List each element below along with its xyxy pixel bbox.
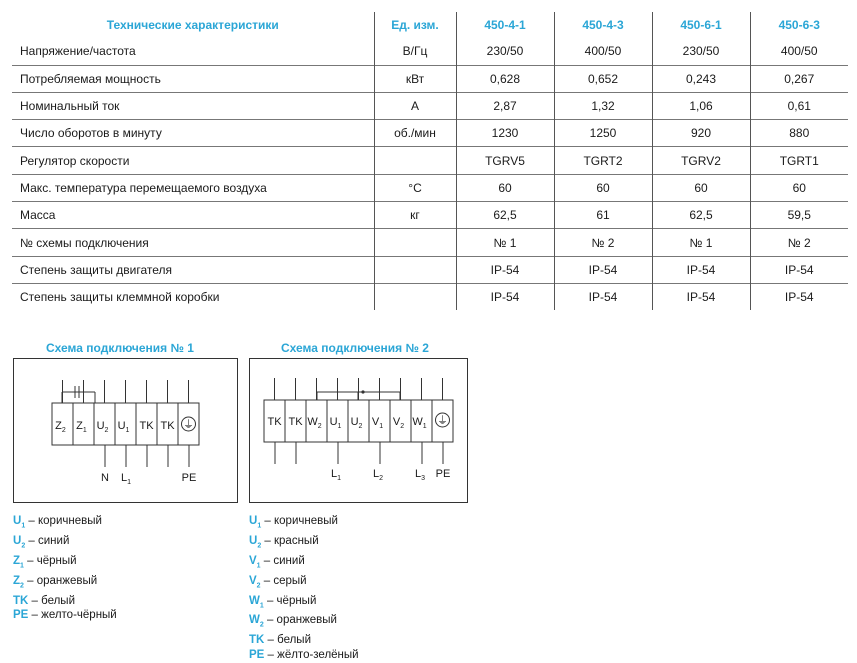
legend-subscript: 2 bbox=[20, 581, 24, 589]
legend-color: – белый bbox=[28, 594, 76, 607]
terminal-label-sub: 2 bbox=[400, 423, 405, 430]
ground-icon: ⏚ bbox=[437, 415, 448, 427]
legend-item bbox=[249, 648, 359, 663]
terminal-label-sub: 2 bbox=[61, 427, 66, 434]
legend-code: U bbox=[249, 515, 258, 527]
row-value: TGRV5 bbox=[456, 147, 554, 174]
row-value: 920 bbox=[652, 120, 750, 147]
terminal-label-main: U bbox=[117, 420, 126, 432]
terminal-label-main: TK bbox=[160, 420, 175, 432]
lead-label-sub: 3 bbox=[421, 475, 426, 482]
row-value: IP-54 bbox=[652, 256, 750, 283]
legend-code: U bbox=[249, 534, 258, 547]
row-unit: °C bbox=[374, 174, 456, 201]
terminal-label-sub: 2 bbox=[104, 427, 109, 434]
row-value: 400/50 bbox=[554, 38, 652, 65]
terminal-label bbox=[139, 420, 154, 432]
legend-subscript: 1 bbox=[20, 562, 24, 570]
header-model: 450-6-1 bbox=[652, 12, 750, 38]
scheme2-legend bbox=[249, 514, 359, 663]
terminal-label bbox=[412, 416, 426, 430]
terminal-label bbox=[55, 420, 66, 434]
row-unit: кг bbox=[374, 202, 456, 229]
legend-code: W bbox=[249, 614, 260, 627]
legend-color: – оранжевый bbox=[263, 614, 337, 627]
legend-code: V bbox=[249, 554, 257, 567]
row-value: IP-54 bbox=[456, 283, 554, 310]
terminal-label-sub: 2 bbox=[317, 423, 322, 430]
row-value: 60 bbox=[554, 174, 652, 201]
terminal-label bbox=[76, 420, 87, 434]
terminal-label-main: TK bbox=[288, 416, 303, 428]
terminal-label-main: TK bbox=[139, 420, 154, 432]
header-unit: Ед. изм. bbox=[374, 12, 456, 38]
legend-code: PE bbox=[249, 648, 265, 661]
row-name: Номинальный ток bbox=[20, 99, 120, 114]
lead-label-main: L bbox=[414, 468, 422, 480]
legend-code: V bbox=[249, 574, 257, 587]
row-value: 400/50 bbox=[750, 38, 848, 65]
lead-label bbox=[101, 472, 109, 484]
row-value: № 1 bbox=[652, 229, 750, 256]
legend-subscript: 2 bbox=[257, 542, 262, 550]
row-value: 59,5 bbox=[750, 202, 848, 229]
row-value: 62,5 bbox=[652, 202, 750, 229]
terminal-label-sub: 2 bbox=[358, 423, 363, 430]
row-value: TGRT2 bbox=[554, 147, 652, 174]
scheme1-legend bbox=[13, 514, 117, 623]
row-name: Число оборотов в минуту bbox=[20, 126, 162, 141]
row-value: № 2 bbox=[554, 229, 652, 256]
terminal-label-sub: 1 bbox=[422, 423, 427, 430]
row-unit: об./мин bbox=[374, 120, 456, 147]
row-value: 880 bbox=[750, 120, 848, 147]
row-name: Напряжение/частота bbox=[20, 44, 136, 59]
legend-subscript: 2 bbox=[256, 581, 261, 589]
lead-label-sub: 1 bbox=[337, 475, 342, 482]
row-name: Регулятор скорости bbox=[20, 153, 130, 168]
row-value: 2,87 bbox=[456, 92, 554, 119]
row-value: 60 bbox=[750, 174, 848, 201]
lead-label-main: L bbox=[120, 472, 128, 484]
ground-icon: ⏚ bbox=[183, 419, 194, 431]
legend-code: Z bbox=[13, 554, 21, 567]
row-value: 62,5 bbox=[456, 202, 554, 229]
row-value: 1,06 bbox=[652, 92, 750, 119]
lead-label-main: PE bbox=[435, 468, 451, 480]
legend-color: – коричневый bbox=[25, 515, 102, 527]
terminal-label-sub: 1 bbox=[337, 423, 342, 430]
header-name: Технические характеристики bbox=[106, 18, 279, 33]
terminal-label bbox=[372, 416, 383, 430]
row-value: IP-54 bbox=[554, 256, 652, 283]
terminal-label-sub: 1 bbox=[379, 423, 384, 430]
lead-label-main: L bbox=[372, 468, 380, 480]
row-value: 60 bbox=[456, 174, 554, 201]
terminal-label-main: TK bbox=[267, 416, 282, 428]
row-name: Степень защиты клеммной коробки bbox=[20, 290, 220, 305]
row-value: 0,652 bbox=[554, 65, 652, 92]
legend-item bbox=[249, 633, 359, 648]
legend-subscript: 1 bbox=[257, 522, 262, 530]
lead-label bbox=[373, 468, 383, 482]
legend-item bbox=[13, 574, 117, 594]
scheme1-terminal-block bbox=[52, 380, 199, 486]
terminal-label bbox=[288, 416, 303, 428]
legend-item bbox=[13, 514, 117, 534]
legend-color: – синий bbox=[25, 534, 70, 547]
row-value: 230/50 bbox=[652, 38, 750, 65]
scheme1-title: Схема подключения № 1 bbox=[46, 341, 194, 355]
legend-subscript: 2 bbox=[21, 542, 26, 550]
legend-code: PE bbox=[13, 609, 29, 622]
terminal-label-main: V bbox=[392, 416, 401, 428]
row-unit: В/Гц bbox=[374, 38, 456, 65]
terminal-label bbox=[160, 420, 175, 432]
row-name: Масса bbox=[20, 208, 56, 223]
legend-color: – чёрный bbox=[23, 554, 77, 567]
row-value: IP-54 bbox=[456, 256, 554, 283]
lead-label-sub: 2 bbox=[379, 475, 384, 482]
lead-label bbox=[182, 472, 197, 484]
legend-subscript: 1 bbox=[21, 522, 26, 530]
row-value: 1,32 bbox=[554, 92, 652, 119]
row-name: Макс. температура перемещаемого воздуха bbox=[20, 180, 267, 195]
terminal-label-main: U bbox=[329, 416, 338, 428]
legend-code: W bbox=[249, 594, 260, 607]
terminal-label-main: W bbox=[412, 416, 423, 428]
legend-item bbox=[249, 534, 359, 554]
row-value: 1230 bbox=[456, 120, 554, 147]
terminal-label-main: V bbox=[371, 416, 380, 428]
legend-color: – синий bbox=[260, 554, 305, 567]
legend-item bbox=[249, 514, 359, 534]
legend-item bbox=[249, 554, 359, 574]
row-value: IP-54 bbox=[750, 256, 848, 283]
row-unit: А bbox=[374, 92, 456, 119]
legend-color: – оранжевый bbox=[23, 574, 98, 587]
terminal-label bbox=[330, 416, 342, 430]
legend-color: – желто-чёрный bbox=[28, 609, 117, 622]
row-value: 230/50 bbox=[456, 38, 554, 65]
row-value: 60 bbox=[652, 174, 750, 201]
legend-code: TK bbox=[249, 634, 265, 647]
lead-label bbox=[436, 468, 451, 480]
terminal-label bbox=[307, 416, 321, 430]
legend-color: – красный bbox=[261, 534, 319, 547]
terminal-label bbox=[97, 420, 109, 434]
terminal-label-main: Z bbox=[55, 420, 62, 432]
lead-label bbox=[415, 468, 425, 482]
legend-item bbox=[249, 613, 359, 633]
terminal-label bbox=[351, 416, 363, 430]
row-value: 1250 bbox=[554, 120, 652, 147]
terminal-label-main: U bbox=[350, 416, 359, 428]
row-value: 0,243 bbox=[652, 65, 750, 92]
legend-code: U bbox=[13, 515, 22, 527]
legend-color: – жёлто-зелёный bbox=[264, 648, 359, 661]
legend-code: Z bbox=[13, 574, 21, 587]
row-value: 0,267 bbox=[750, 65, 848, 92]
row-value: IP-54 bbox=[554, 283, 652, 310]
terminal-label bbox=[393, 416, 404, 430]
header-model: 450-6-3 bbox=[750, 12, 848, 38]
row-value: TGRV2 bbox=[652, 147, 750, 174]
scheme2-title: Схема подключения № 2 bbox=[281, 341, 429, 355]
legend-code: TK bbox=[13, 594, 29, 607]
terminal-label-main: W bbox=[307, 416, 318, 428]
terminal-label bbox=[118, 420, 130, 434]
header-model: 450-4-1 bbox=[456, 12, 554, 38]
lead-label-main: L bbox=[330, 468, 338, 480]
legend-color: – белый bbox=[264, 634, 312, 647]
legend-subscript: 1 bbox=[259, 601, 264, 609]
lead-label bbox=[121, 472, 131, 486]
legend-item bbox=[249, 594, 359, 614]
terminal-label-main: U bbox=[96, 420, 105, 432]
lead-label-main: N bbox=[101, 472, 109, 484]
legend-code: U bbox=[13, 534, 22, 547]
scheme2-terminal-block bbox=[264, 378, 453, 482]
legend-color: – серый bbox=[260, 574, 307, 587]
terminal-label bbox=[267, 416, 282, 428]
row-value: TGRT1 bbox=[750, 147, 848, 174]
legend-subscript: 2 bbox=[259, 621, 264, 629]
legend-item bbox=[13, 534, 117, 554]
terminal-label-main: Z bbox=[76, 420, 83, 432]
row-name: № схемы подключения bbox=[20, 235, 149, 250]
header-model: 450-4-3 bbox=[554, 12, 652, 38]
row-name: Степень защиты двигателя bbox=[20, 262, 173, 277]
legend-item bbox=[13, 608, 117, 623]
row-value: 61 bbox=[554, 202, 652, 229]
terminal-label-sub: 1 bbox=[82, 427, 87, 434]
legend-color: – чёрный bbox=[263, 594, 317, 607]
terminal-label-sub: 1 bbox=[125, 427, 130, 434]
legend-subscript: 1 bbox=[256, 562, 261, 570]
legend-color: – коричневый bbox=[261, 515, 338, 527]
lead-label-main: PE bbox=[181, 472, 197, 484]
row-value: IP-54 bbox=[750, 283, 848, 310]
legend-item bbox=[13, 594, 117, 609]
row-value: 0,628 bbox=[456, 65, 554, 92]
lead-label-sub: 1 bbox=[127, 479, 132, 486]
row-unit: кВт bbox=[374, 65, 456, 92]
row-value: № 2 bbox=[750, 229, 848, 256]
legend-item bbox=[13, 554, 117, 574]
row-name: Потребляемая мощность bbox=[20, 71, 161, 86]
row-value: № 1 bbox=[456, 229, 554, 256]
row-value: IP-54 bbox=[652, 283, 750, 310]
row-value: 0,61 bbox=[750, 92, 848, 119]
lead-label bbox=[331, 468, 341, 482]
legend-item bbox=[249, 574, 359, 594]
